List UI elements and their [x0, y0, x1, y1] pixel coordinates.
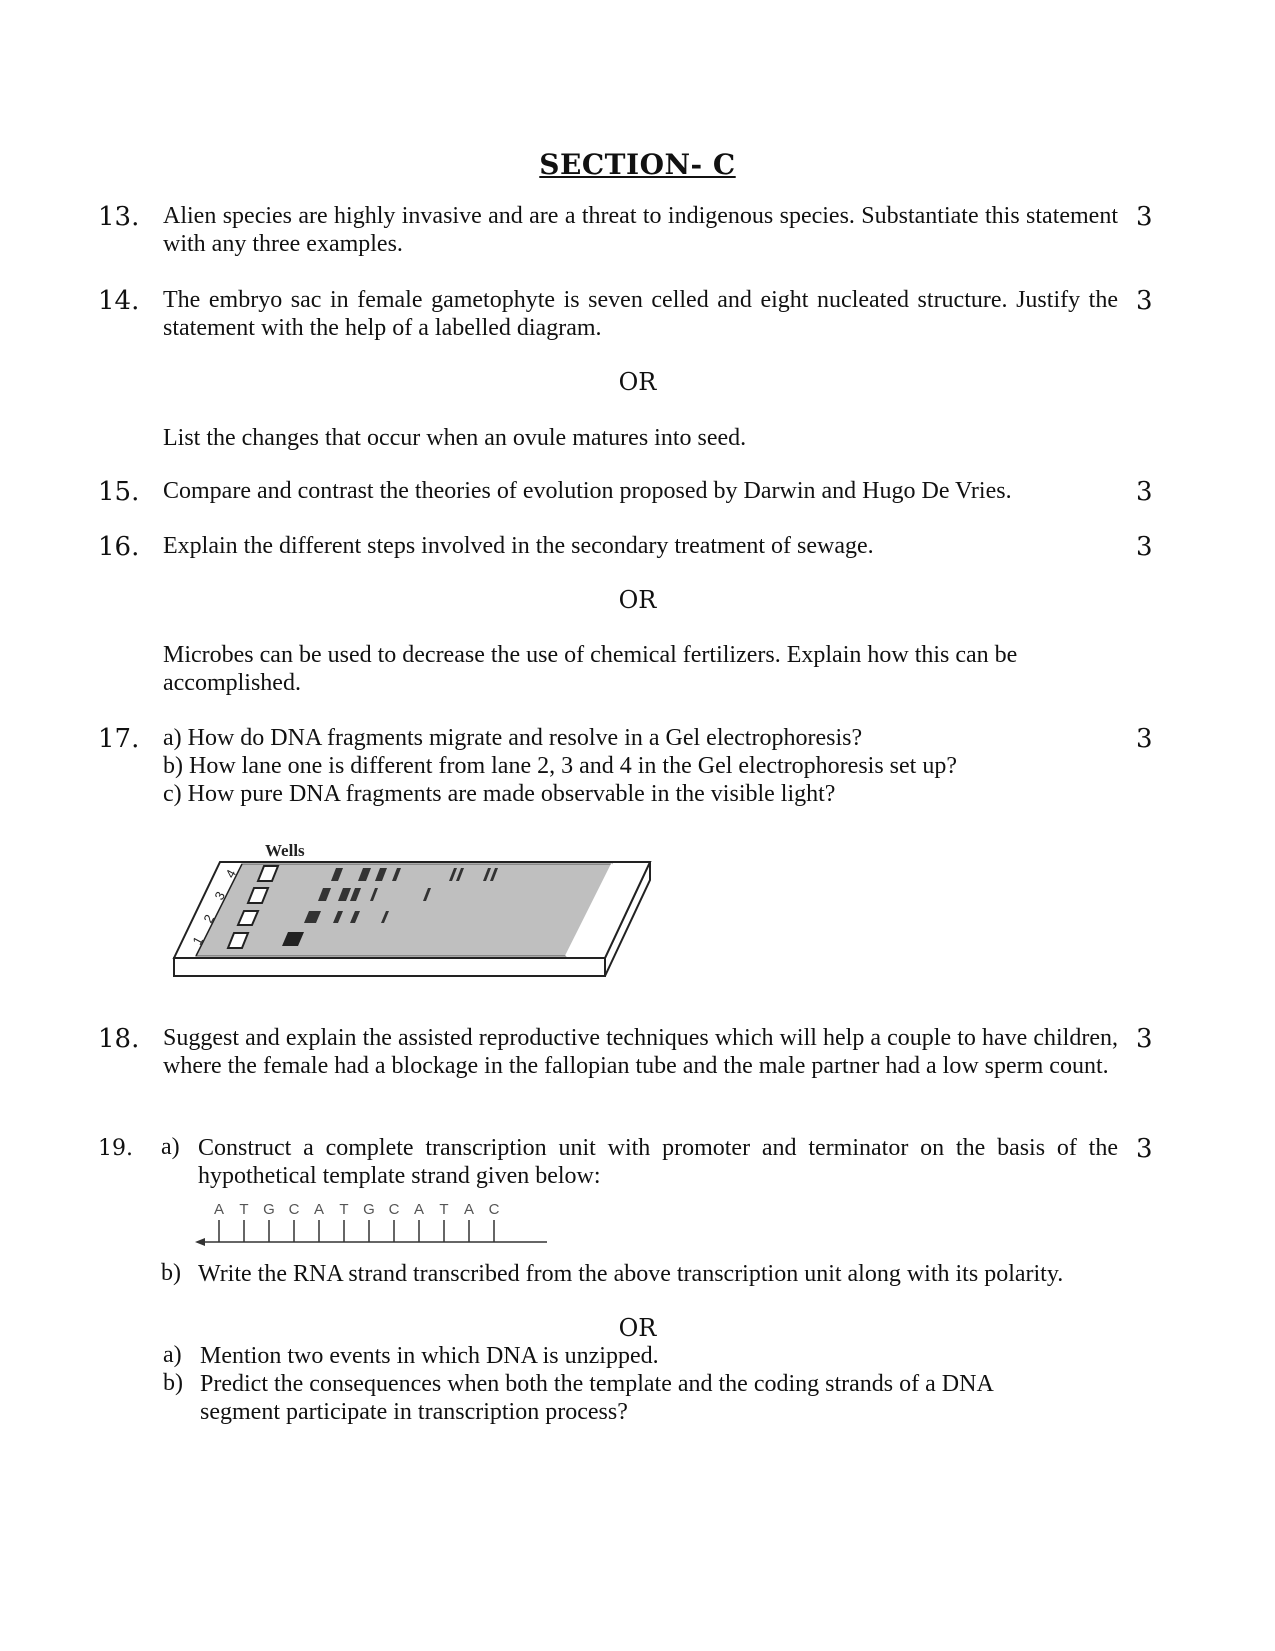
marks: 3 — [1136, 1134, 1153, 1164]
lane-label-2: 2 — [200, 911, 218, 926]
template-strand-figure — [195, 1198, 555, 1258]
part-c: c) How pure DNA fragments are made observable in the visible light? — [163, 781, 836, 807]
part-b-label: b) — [161, 1260, 181, 1286]
question-parts — [163, 724, 1118, 808]
marks: 3 — [1136, 286, 1153, 316]
question-number: 15. — [98, 477, 140, 507]
question-16-alternative: Microbes can be used to decrease the use of chemical fertilizers. Explain how this can be accomplished. — [163, 642, 1018, 696]
section-title: SECTION- C — [539, 148, 736, 181]
strand-base: T — [339, 1201, 349, 1218]
question-number: 13. — [98, 202, 140, 232]
question-number: 19. — [98, 1136, 133, 1161]
question-text: Compare and contrast the theories of evolution proposed by Darwin and Hugo De Vries. — [163, 478, 1012, 504]
strand-base: C — [488, 1201, 500, 1218]
alt-b-label: b) — [163, 1370, 183, 1396]
or-separator: OR — [618, 1314, 657, 1342]
question-text: Alien species are highly invasive and are a threat to indigenous species. Substantiate this statement with any three examples. — [163, 203, 1118, 257]
strand-base: A — [463, 1201, 475, 1218]
gel-front-face — [174, 958, 605, 976]
strand-letters — [214, 1201, 500, 1218]
marks: 3 — [1136, 202, 1153, 232]
lane-label-4: 4 — [222, 866, 240, 881]
alt-a-label: a) — [163, 1342, 182, 1368]
strand-arrow-head — [195, 1238, 205, 1246]
wells-label: Wells — [265, 841, 305, 860]
strand-base: T — [439, 1201, 449, 1218]
strand-ticks — [219, 1220, 494, 1242]
question-number: 16. — [98, 532, 140, 562]
gel-electrophoresis-figure — [170, 838, 690, 1023]
or-separator: OR — [618, 368, 657, 396]
strand-base: C — [388, 1201, 400, 1218]
marks: 3 — [1136, 724, 1153, 754]
part-a-text: Construct a complete transcription unit with promoter and terminator on the basis of the hypothetical template strand given below: — [198, 1135, 1118, 1189]
lane-label-1: 1 — [189, 933, 207, 948]
part-a-label: a) — [161, 1134, 180, 1160]
lane-label-3: 3 — [211, 888, 229, 903]
marks: 3 — [1136, 477, 1153, 507]
question-number: 17. — [98, 724, 140, 754]
question-number: 14. — [98, 286, 140, 316]
question-text: The embryo sac in female gametophyte is seven celled and eight nucleated structure. Justify the statement with the help of a labelled diagram. — [163, 287, 1118, 341]
strand-base: A — [313, 1201, 325, 1218]
alt-a-text: Mention two events in which DNA is unzipped. — [200, 1343, 659, 1369]
marks: 3 — [1136, 1024, 1153, 1054]
or-separator: OR — [618, 586, 657, 614]
part-a: a) How do DNA fragments migrate and resolve in a Gel electrophoresis? — [163, 725, 863, 751]
question-14-alternative: List the changes that occur when an ovule matures into seed. — [163, 425, 747, 451]
question-text: Suggest and explain the assisted reproductive techniques which will help a couple to have children, where the female had a blockage in the fallopian tube and the male partner had a low sperm count. — [163, 1025, 1118, 1079]
strand-base: T — [239, 1201, 249, 1218]
question-number: 18. — [98, 1024, 140, 1054]
strand-base: G — [263, 1201, 275, 1218]
strand-base: A — [213, 1201, 225, 1218]
question-text: Explain the different steps involved in the secondary treatment of sewage. — [163, 533, 874, 559]
marks: 3 — [1136, 532, 1153, 562]
alt-b-text: Predict the consequences when both the template and the coding strands of a DNA segment participate in transcription process? — [200, 1371, 993, 1425]
part-b-text: Write the RNA strand transcribed from the above transcription unit along with its polarity. — [198, 1261, 1064, 1287]
strand-base: G — [363, 1201, 375, 1218]
strand-base: C — [288, 1201, 300, 1218]
part-b: b) How lane one is different from lane 2, 3 and 4 in the Gel electrophoresis set up? — [163, 753, 957, 779]
strand-base: A — [413, 1201, 425, 1218]
